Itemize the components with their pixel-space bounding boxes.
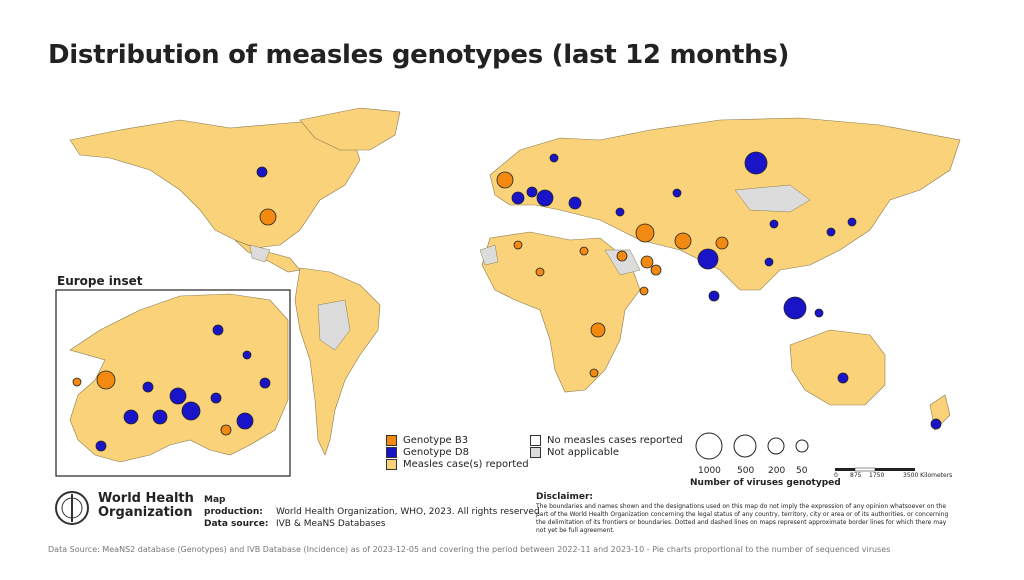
d8-label: Genotype D8 xyxy=(403,446,469,458)
production-value: World Health Organization, WHO, 2023. All rights reserved xyxy=(276,507,540,517)
marker-iraq xyxy=(636,224,654,242)
size-500 xyxy=(734,435,756,457)
scale-c: 3500 Kilometers xyxy=(903,472,953,479)
scale-bar-graphic xyxy=(835,468,915,471)
size-label-200: 200 xyxy=(768,466,786,476)
marker-saudi xyxy=(641,256,653,268)
marker-inset-ukraine xyxy=(260,378,270,388)
marker-morocco xyxy=(514,241,522,249)
production-info xyxy=(204,494,540,530)
marker-iran xyxy=(675,233,691,249)
size-200 xyxy=(768,438,784,454)
d8-swatch xyxy=(386,447,397,458)
size-label-500: 500 xyxy=(737,466,755,476)
size-legend xyxy=(696,433,808,459)
size-label-50: 50 xyxy=(796,466,808,476)
marker-central-europe xyxy=(537,190,553,206)
marker-sri-lanka xyxy=(709,291,719,301)
marker-canada xyxy=(257,167,267,177)
marker-egypt xyxy=(617,251,627,261)
none-swatch xyxy=(530,435,541,446)
reported-label: Measles case(s) reported xyxy=(403,458,529,470)
footer-source: Data Source: MeaNS2 database (Genotypes) and IVB Database (Incidence) as of 2023-12-05 and covering the period between 2022-11 and 2023-10 - Pie charts proportional to the number of sequenced viruses xyxy=(48,545,891,554)
marker-ethiopia xyxy=(640,287,648,295)
marker-new-zealand xyxy=(931,419,941,429)
marker-scandinavia xyxy=(550,154,558,162)
marker-china xyxy=(770,220,778,228)
map-title: Distribution of measles genotypes (last 12 months) xyxy=(48,40,790,70)
b3-swatch xyxy=(386,435,397,446)
marker-kazakhstan xyxy=(673,189,681,197)
marker-east-europe xyxy=(569,197,581,209)
who-emblem-icon xyxy=(56,488,92,524)
who-branding xyxy=(56,488,218,524)
marker-inset-germany xyxy=(170,388,186,404)
size-legend-title: Number of viruses genotyped xyxy=(690,478,841,488)
scale-a: 875 xyxy=(850,472,862,479)
south-america xyxy=(295,268,380,455)
na-swatch xyxy=(530,447,541,458)
marker-pakistan xyxy=(716,237,728,249)
marker-inset-uk xyxy=(97,371,115,389)
marker-australia xyxy=(838,373,848,383)
marker-korea xyxy=(827,228,835,236)
marker-russia xyxy=(745,152,767,174)
who-line1: World Health xyxy=(98,491,194,506)
marker-west-europe-2 xyxy=(527,187,537,197)
production-label: Map production: xyxy=(204,495,263,517)
who-line2: Organization xyxy=(98,505,193,520)
marker-inset-italy xyxy=(153,410,167,424)
marker-inset-france xyxy=(124,410,138,424)
north-america xyxy=(70,120,360,248)
marker-japan xyxy=(848,218,856,226)
marker-malaysia xyxy=(784,297,806,319)
genotype-legend xyxy=(386,434,529,470)
disclaimer-text: The boundaries and names shown and the designations used on this map do not imply the expression of any opinion whatsoever on the part of the World Health Organization concerning the legal status of any country, territory, city or area or of its authorities, or concerning the delimitation of its frontiers or boundaries. Dotted and dashed lines on maps represent approximate border lines for which there may not yet be full agreement. xyxy=(536,503,949,534)
disclaimer-title: Disclaimer: xyxy=(536,492,594,502)
source-label: Data source: xyxy=(204,519,269,529)
size-50 xyxy=(796,440,808,452)
marker-usa xyxy=(260,209,276,225)
b3-label: Genotype B3 xyxy=(403,434,469,446)
disclaimer xyxy=(536,493,956,535)
size-1000 xyxy=(696,433,722,459)
marker-drc xyxy=(591,323,605,337)
marker-inset-baltic xyxy=(243,351,251,359)
australia xyxy=(790,330,885,405)
who-name xyxy=(98,492,218,520)
marker-inset-romania xyxy=(237,413,253,429)
none-label: No measles cases reported xyxy=(547,434,683,446)
status-legend xyxy=(530,434,683,458)
marker-inset-poland xyxy=(211,393,221,403)
marker-inset-balkans xyxy=(221,425,231,435)
marker-mali xyxy=(536,268,544,276)
marker-uk xyxy=(497,172,513,188)
size-label-1000: 1000 xyxy=(698,466,721,476)
marker-thailand xyxy=(765,258,773,266)
marker-libya xyxy=(580,247,588,255)
inset-title: Europe inset xyxy=(57,274,143,288)
scale-b: 1750 xyxy=(869,472,885,479)
marker-yemen xyxy=(651,265,661,275)
marker-inset-belgium xyxy=(143,382,153,392)
marker-inset-spain xyxy=(96,441,106,451)
reported-swatch xyxy=(386,459,397,470)
marker-philippines xyxy=(815,309,823,317)
na-label: Not applicable xyxy=(547,446,619,458)
marker-inset-austria xyxy=(182,402,200,420)
marker-inset-nordic xyxy=(213,325,223,335)
marker-south-africa xyxy=(590,369,598,377)
marker-west-europe-1 xyxy=(512,192,524,204)
marker-india xyxy=(698,249,718,269)
scale-zero: 0 xyxy=(834,472,838,479)
marker-inset-ireland xyxy=(73,378,81,386)
source-value: IVB & MeaNS Databases xyxy=(276,519,386,529)
marker-turkey xyxy=(616,208,624,216)
